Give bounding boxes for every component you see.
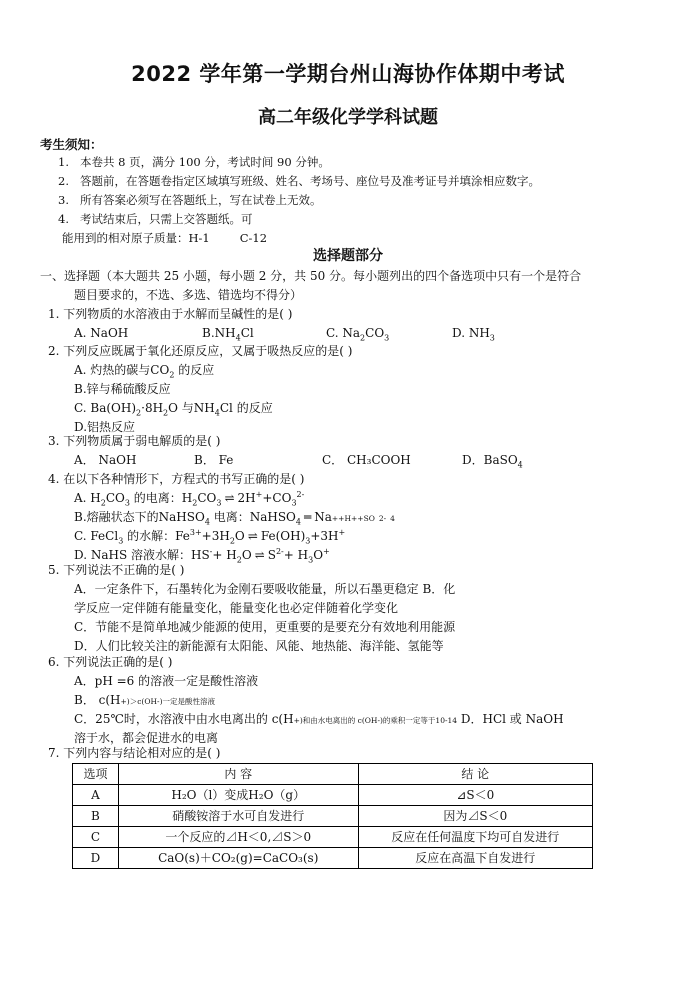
atomic-masses: 能用到的相对原子质量：H-1 C-12 — [62, 231, 268, 245]
option-c: C. $Ba(OH)_2\cdot 8H_2O$ 与$NH_4Cl$ 的反应 — [74, 401, 273, 418]
question-6 — [48, 654, 658, 749]
question-stem: 1. 下列物质的水溶液由于水解而呈碱性的是( ) — [48, 307, 293, 321]
cell-content: 一个反应的⊿H＜0,⊿S＞0 — [118, 827, 358, 848]
option-a: A．pH =6 的溶液一定是酸性溶液 — [74, 674, 259, 688]
option-d: 溶于水，都会促进水的电离 — [74, 731, 219, 745]
notice-heading: 考生须知： — [40, 137, 103, 152]
option-a: A. 灼热的碳与$CO_2$ 的反应 — [74, 363, 215, 380]
table-row — [73, 827, 593, 848]
notice-item: 3. 所有答案必须写在答题纸上，写在试卷上无效。 — [58, 193, 322, 207]
notice-item: 4. 考试结束后，只需上交答题纸。可 — [58, 212, 253, 226]
cell-content: 硝酸铵溶于水可自发进行 — [118, 806, 358, 827]
column-header: 选项 — [73, 764, 119, 785]
notice-item: 1. 本卷共 8 页，满分 100 分，考试时间 90 分钟。 — [58, 155, 330, 169]
option-d: D. NaHS 溶液水解：$HS^-+ H_2O$ ⇌ $S^{2-}+ H_3O^+$ — [74, 547, 330, 565]
question-options — [48, 325, 658, 344]
cell-content: H₂O（l）变成H₂O（g） — [118, 785, 358, 806]
cell-content: CaO(s)＋CO₂(g)=CaCO₃(s) — [118, 848, 358, 869]
question-1 — [48, 306, 658, 344]
exam-title: 2022 学年第一学期台州山海协作体期中考试 — [131, 62, 565, 86]
section-title: 选择题部分 — [313, 248, 383, 264]
cell-option: B — [73, 806, 119, 827]
option-b: B.熔融状态下的NaHSO$_4$ 电离：NaHSO$_4$ ═ Na++H++SO 2- 4 — [74, 510, 395, 527]
option-c: C. FeCl$_3$ 的水解：$Fe^{3+}+3H_2O$ ⇌ $Fe(OH)_3+3H^+$ — [74, 528, 346, 546]
option-a: A．一定条件下，石墨转化为金刚石要吸收能量，所以石墨更稳定 B．化 — [74, 582, 456, 596]
question-stem: 3. 下列物质属于弱电解质的是( ) — [48, 434, 221, 448]
question-options — [48, 452, 658, 471]
option-b: B． Fe — [194, 453, 234, 467]
option-b: B.锌与稀硫酸反应 — [74, 382, 171, 396]
option-b: B． c(H+)＞c(OH-)一定是酸性溶液 — [74, 693, 216, 707]
question-2 — [48, 343, 658, 438]
cell-result: 反应在高温下自发进行 — [358, 848, 592, 869]
question-7 — [48, 745, 658, 764]
option-b: 学反应一定伴随有能量变化，能量变化也必定伴随着化学变化 — [74, 601, 399, 615]
option-d: D. $NH_3$ — [452, 326, 495, 343]
table-header — [73, 764, 593, 785]
question-stem: 4. 在以下各种情形下，方程式的书写正确的是( ) — [48, 472, 305, 486]
notice-item: 2. 答题前，在答题卷指定区域填写班级、姓名、考场号、座位号及准考证号并填涂相应数字。 — [58, 174, 540, 188]
option-b: $B.NH_4Cl$ — [202, 326, 254, 343]
cell-option: A — [73, 785, 119, 806]
option-a: A. $H_2CO_3$ 的电离：$H_2CO_3$ ⇌ $2H^++CO_3^{2-}$ — [74, 490, 305, 508]
option-c: C. $Na_2CO_3$ — [326, 326, 390, 343]
table-row — [73, 848, 593, 869]
option-c: C．25℃时，水溶液中由水电离出的 c(H+)和由水电离出的 c(OH-)的乘积一定等于10-14 D．HCl 或 NaOH — [74, 712, 564, 726]
column-header: 内 容 — [118, 764, 358, 785]
option-d: D.铝热反应 — [74, 420, 136, 434]
option-a: A. NaOH — [74, 326, 129, 340]
column-header: 结 论 — [358, 764, 592, 785]
table-row — [73, 785, 593, 806]
option-d: D．BaSO$_4$ — [462, 453, 523, 470]
option-a: A． NaOH — [74, 453, 137, 467]
option-c: C． CH₃COOH — [322, 453, 411, 467]
table-row — [73, 806, 593, 827]
question-7-table — [72, 763, 593, 869]
exam-subtitle: 高二年级化学学科试题 — [258, 107, 438, 128]
notice-list — [58, 155, 658, 231]
section-intro: 一、选择题（本大题共 25 小题，每小题 2 分，共 50 分。每小题列出的四个备选项中只有一个是符合 题目要求的，不选、多选、错选均不得分） — [40, 269, 582, 302]
question-stem: 2. 下列反应既属于氧化还原反应，又属于吸热反应的是( ) — [48, 344, 353, 358]
cell-option: C — [73, 827, 119, 848]
cell-result: 因为⊿S＜0 — [358, 806, 592, 827]
option-c: C．节能不是简单地减少能源的使用，更重要的是要充分有效地利用能源 — [74, 620, 456, 634]
cell-option: D — [73, 848, 119, 869]
question-5 — [48, 562, 658, 657]
cell-result: ⊿S＜0 — [358, 785, 592, 806]
option-d: D．人们比较关注的新能源有太阳能、风能、地热能、海洋能、氢能等 — [74, 639, 444, 653]
question-4 — [48, 471, 658, 566]
question-stem: 5. 下列说法不正确的是( ) — [48, 563, 185, 577]
question-stem: 7. 下列内容与结论相对应的是( ) — [48, 746, 221, 760]
question-stem: 6. 下列说法正确的是( ) — [48, 655, 173, 669]
question-3 — [48, 433, 658, 471]
cell-result: 反应在任何温度下均可自发进行 — [358, 827, 592, 848]
